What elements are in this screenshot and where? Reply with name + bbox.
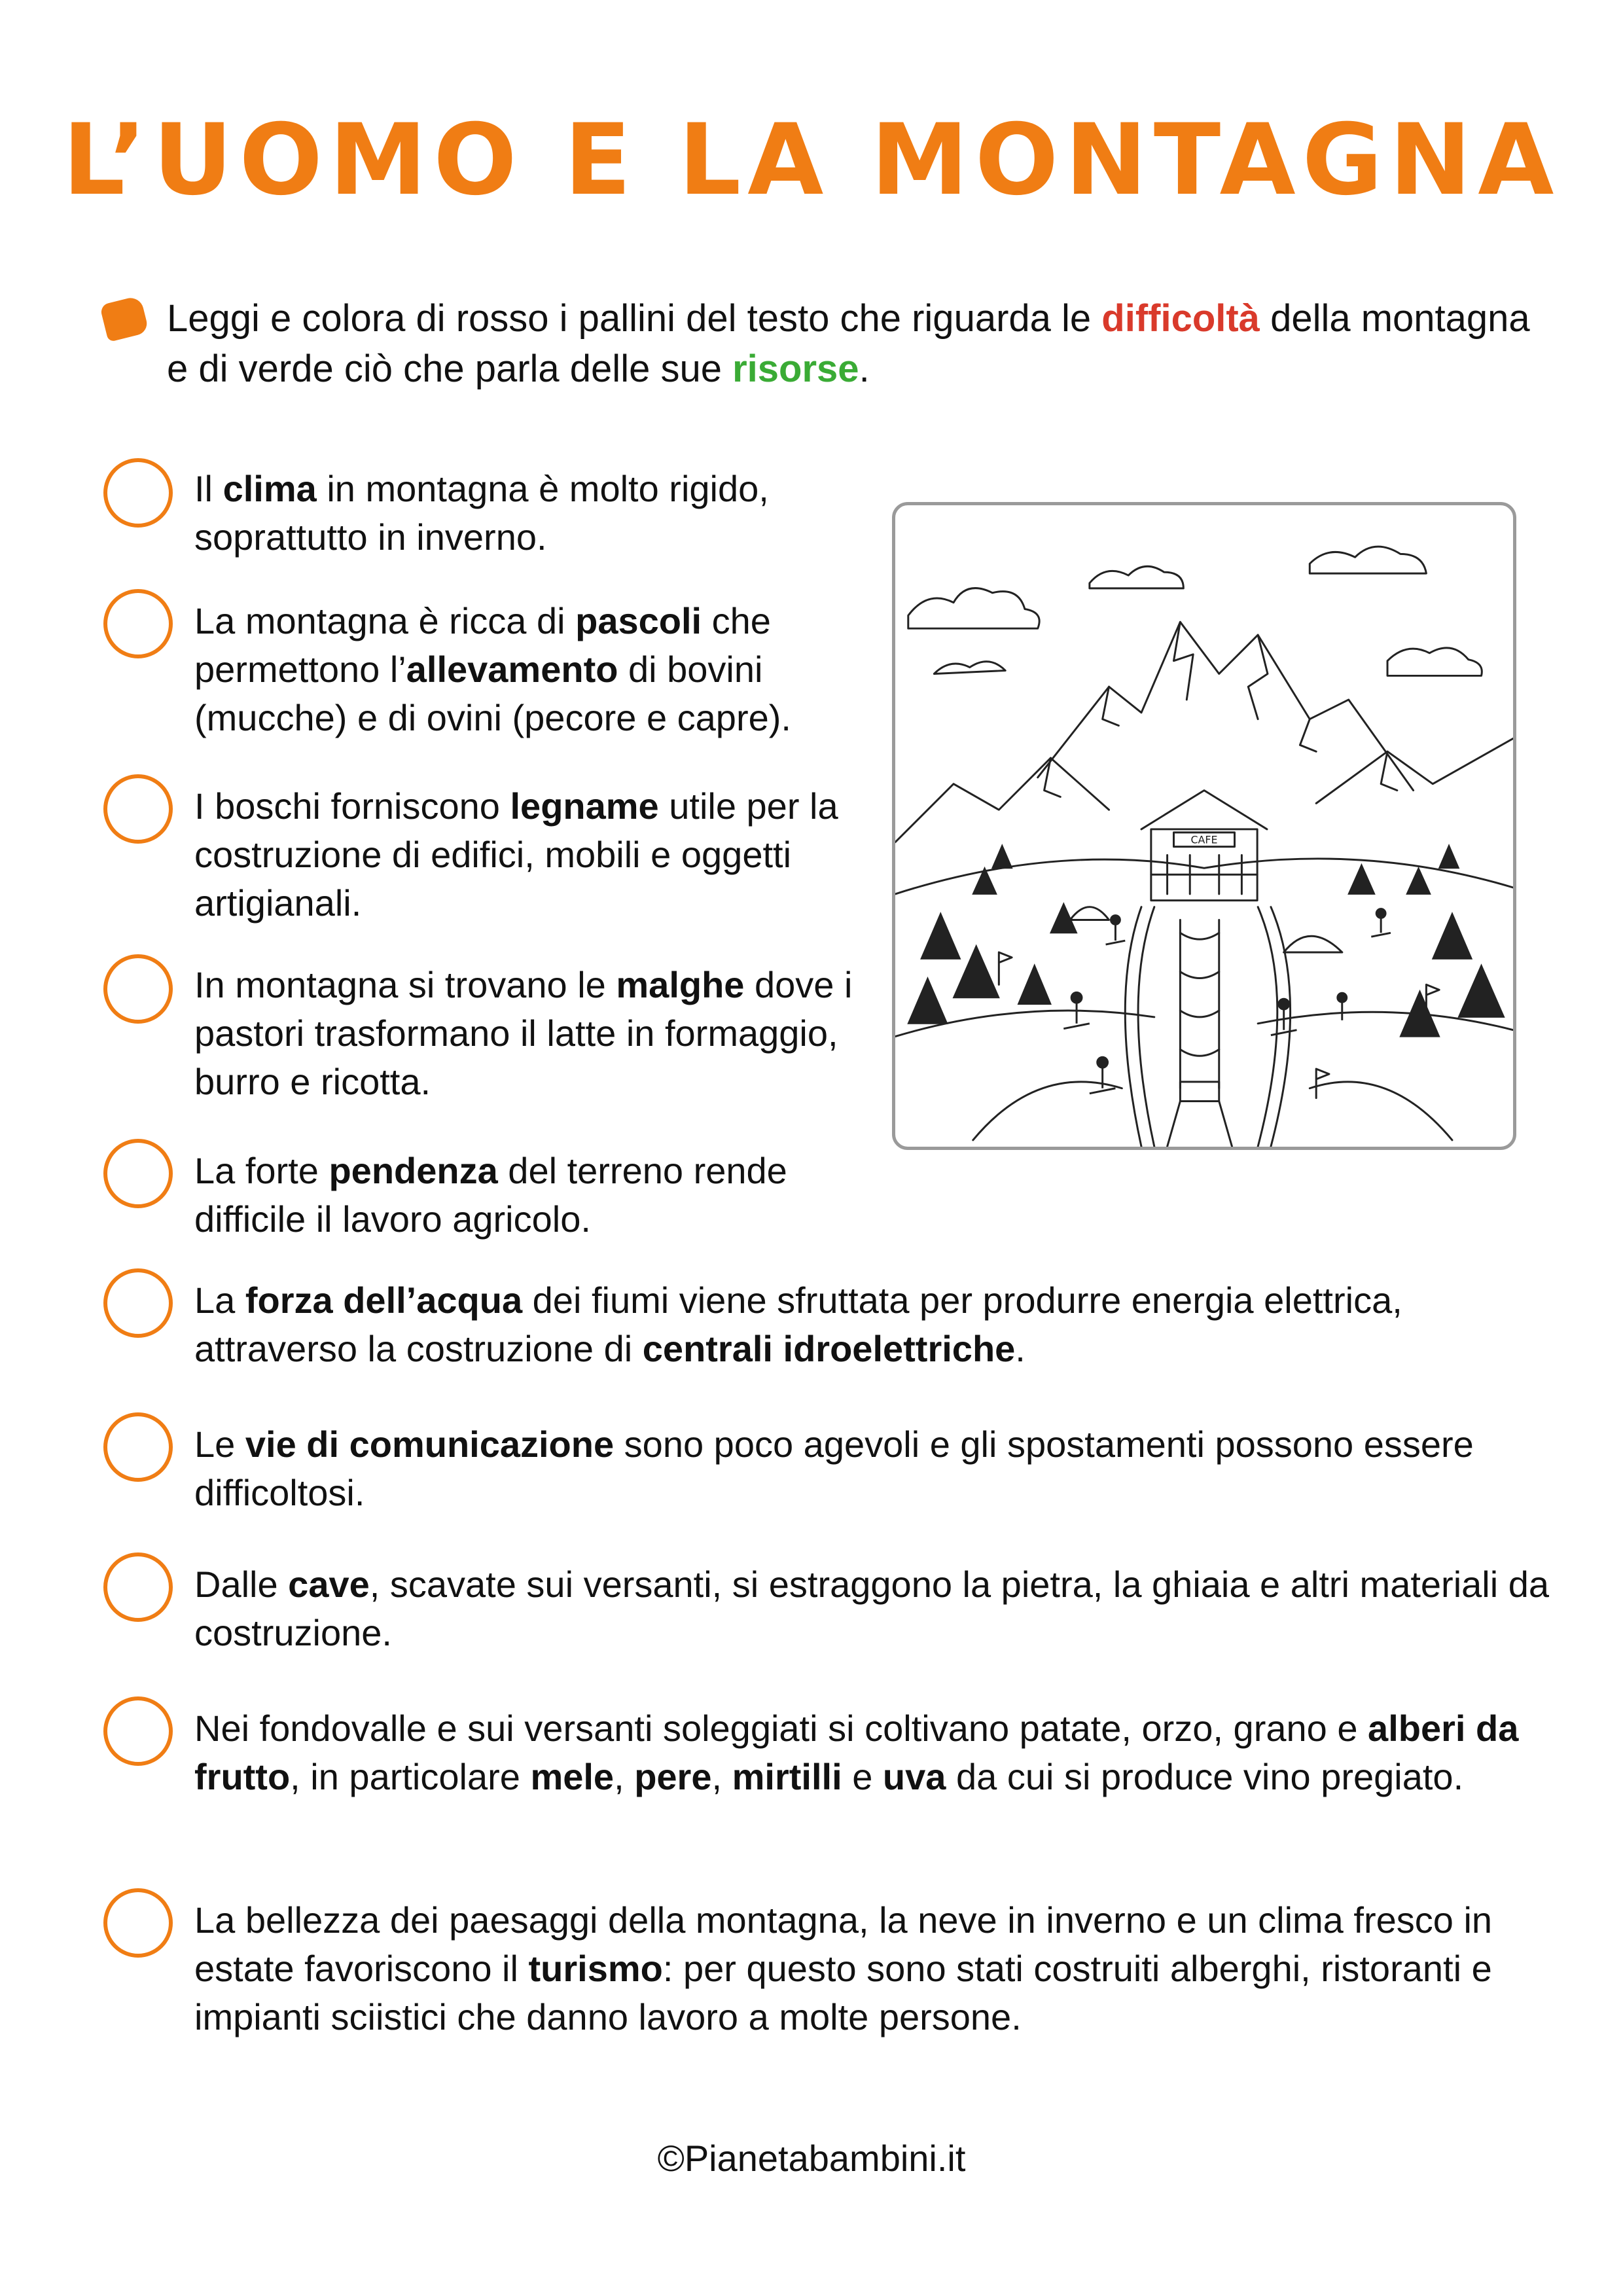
color-circle-checkbox[interactable] [103, 589, 173, 658]
resource-word: risorse [732, 348, 859, 390]
keyword: clima [223, 468, 317, 509]
text-segment: , [614, 1756, 635, 1797]
keyword: mele [530, 1756, 615, 1797]
color-circle-checkbox[interactable] [103, 1888, 173, 1958]
color-circle-checkbox[interactable] [103, 1696, 173, 1766]
color-circle-checkbox[interactable] [103, 458, 173, 528]
footer-credit: ©Pianetabambini.it [657, 2138, 966, 2179]
keyword: uva [882, 1756, 946, 1797]
difficulty-word: difficoltà [1101, 297, 1260, 340]
text-segment: : per questo sono stati costruiti alberghi, ristoranti e impianti sciistici che danno lavoro a molte persone. [194, 1948, 1492, 2037]
text-segment: utile per la costruzione di edifici, mobili e oggetti artigianali. [194, 785, 838, 924]
page-title: L’UOMO E LA MONTAGNA [62, 103, 1561, 217]
text-segment: e [842, 1756, 883, 1797]
text-segment: . [1015, 1328, 1026, 1369]
color-circle-checkbox[interactable] [103, 1139, 173, 1208]
keyword: legname [510, 785, 659, 827]
keyword: vie di comunicazione [245, 1424, 615, 1465]
text-segment: dove i pastori trasformano il latte in formaggio, burro e ricotta. [194, 964, 853, 1102]
item-text [194, 961, 901, 1106]
color-circle-checkbox[interactable] [103, 1552, 173, 1622]
instructions [167, 293, 1541, 394]
text-segment: I boschi forniscono [194, 785, 510, 827]
item-text [194, 1560, 1569, 1657]
keyword: centrali idroelettriche [642, 1328, 1016, 1369]
color-circle-checkbox[interactable] [103, 774, 173, 844]
instructions-part3: . [859, 348, 870, 390]
cafe-sign: CAFE [1190, 833, 1218, 846]
instruction-bullet-icon [99, 295, 149, 342]
item-text [194, 1420, 1569, 1517]
keyword: forza dell’acqua [245, 1280, 523, 1321]
text-segment: dei fiumi viene sfruttata per produrre energia elettrica, attraverso la costruzione di [194, 1280, 1402, 1369]
keyword: alberi da frutto [194, 1708, 1519, 1797]
text-segment: La forte [194, 1150, 329, 1191]
item-text [194, 1276, 1569, 1373]
text-segment: La bellezza dei paesaggi della montagna, la neve in inverno e un clima fresco in estate favoriscono il [194, 1899, 1493, 1989]
text-segment: La [194, 1280, 245, 1321]
item-text [194, 1704, 1569, 1801]
text-segment: Dalle [194, 1564, 289, 1605]
text-segment: La montagna è ricca di [194, 600, 576, 641]
keyword: turismo [528, 1948, 663, 1989]
text-segment: di bovini (mucche) e di ovini (pecore e capre). [194, 649, 791, 738]
text-segment: In montagna si trovano le [194, 964, 616, 1005]
mountain-ski-resort-illustration [892, 502, 1516, 1150]
color-circle-checkbox[interactable] [103, 1412, 173, 1482]
mountain-illustration-icon [895, 505, 1513, 1147]
text-segment: Le [194, 1424, 245, 1465]
keyword: pendenza [329, 1150, 498, 1191]
instructions-part2: della montagna e di verde ciò che parla delle sue [167, 297, 1530, 390]
item-text [194, 1896, 1569, 2041]
text-segment: , [711, 1756, 732, 1797]
item-text [194, 597, 901, 742]
text-segment: in montagna è molto rigido, soprattutto in inverno. [194, 468, 769, 558]
item-text [194, 1147, 901, 1244]
keyword: mirtilli [732, 1756, 842, 1797]
color-circle-checkbox[interactable] [103, 954, 173, 1024]
text-segment: da cui si produce vino pregiato. [946, 1756, 1464, 1797]
color-circle-checkbox[interactable] [103, 1268, 173, 1338]
keyword: cave [288, 1564, 370, 1605]
keyword: pascoli [575, 600, 702, 641]
item-text [194, 782, 901, 927]
text-segment: che permettono l’ [194, 600, 771, 690]
text-segment: sono poco agevoli e gli spostamenti possono essere difficoltosi. [194, 1424, 1474, 1513]
text-segment: del terreno rende difficile il lavoro agricolo. [194, 1150, 787, 1240]
text-segment: , scavate sui versanti, si estraggono la pietra, la ghiaia e altri materiali da costruzione. [194, 1564, 1550, 1653]
keyword: malghe [616, 964, 745, 1005]
text-segment: , in particolare [290, 1756, 531, 1797]
text-segment: Il [194, 468, 223, 509]
instructions-part1: Leggi e colora di rosso i pallini del testo che riguarda le [167, 297, 1102, 340]
keyword: pere [634, 1756, 712, 1797]
keyword: allevamento [406, 649, 618, 690]
item-text [194, 465, 901, 562]
text-segment: Nei fondovalle e sui versanti soleggiati si coltivano patate, orzo, grano e [194, 1708, 1368, 1749]
